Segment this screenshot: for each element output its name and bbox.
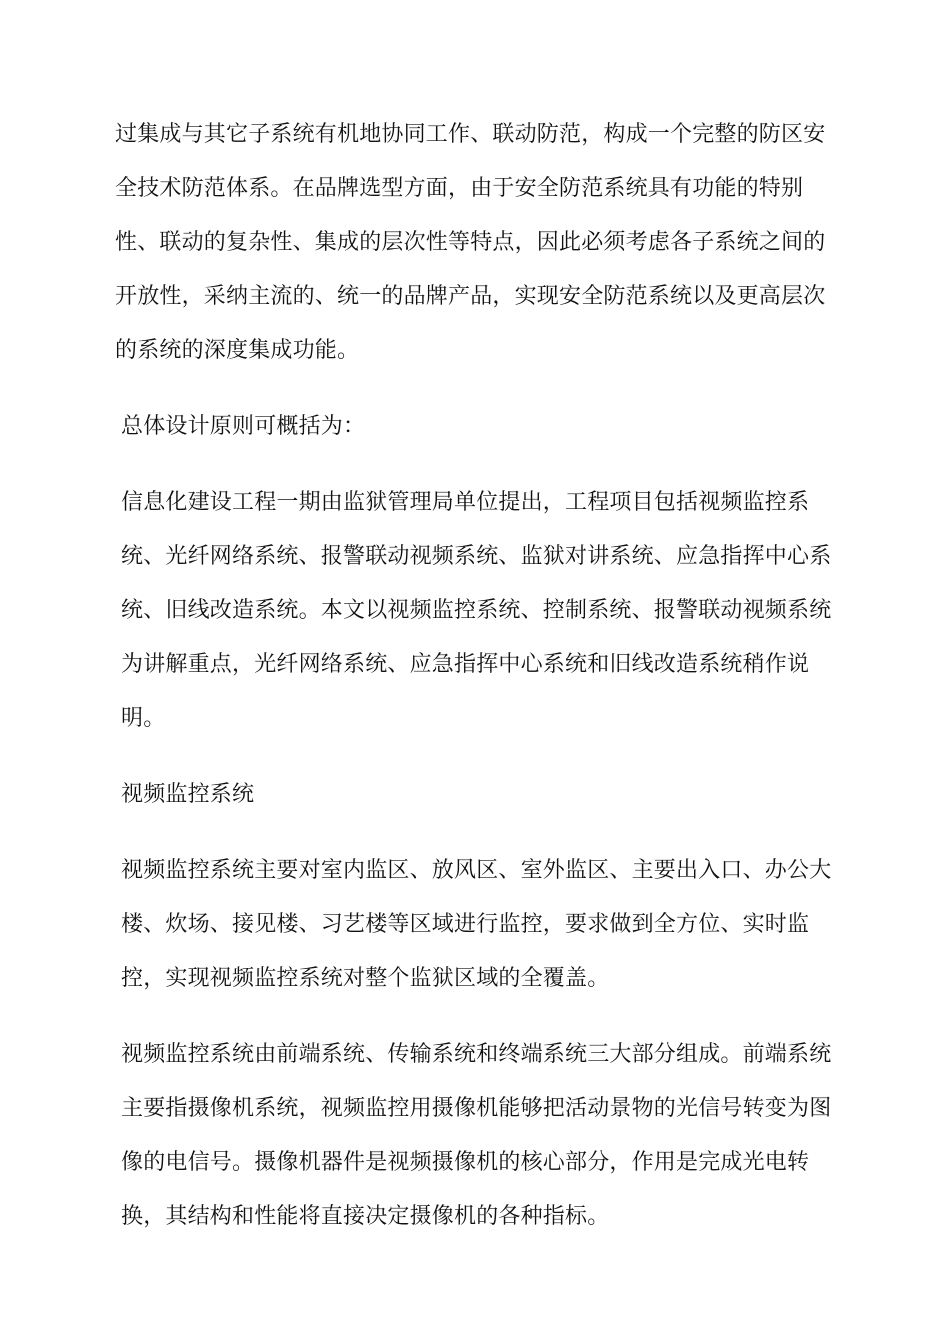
paragraph-project-scope: 信息化建设工程一期由监狱管理局单位提出，工程项目包括视频监控系统、光纤网络系统、报警联动视频系统、监狱对讲系统、应急指挥中心系统、旧线改造系统。本文以视频监控系统、控制系统、报警联动视频系统为讲解重点，光纤网络系统、应急指挥中心系统和旧线改造系统稍作说明。: [121, 490, 832, 731]
paragraph-design-principles: 总体设计原则可概括为：: [121, 414, 366, 439]
section-heading-video-surveillance: 视频监控系统: [121, 782, 255, 807]
document-body: [115, 108, 835, 1266]
paragraph-video-components: 视频监控系统由前端系统、传输系统和终端系统三大部分组成。前端系统主要指摄像机系统，视频监控用摄像机能够把活动景物的光信号转变为图像的电信号。摄像机器件是视频摄像机的核心部分，作用是完成光电转换，其结构和性能将直接决定摄像机的各种指标。: [121, 1042, 832, 1229]
paragraph-integration: 过集成与其它子系统有机地协同工作、联动防范，构成一个完整的防区安全技术防范体系。在品牌选型方面，由于安全防范系统具有功能的特别性、联动的复杂性、集成的层次性等特点，因此必须考虑各子系统之间的开放性，采纳主流的、统一的品牌产品，实现安全防范系统以及更高层次的系统的深度集成功能。: [115, 122, 826, 363]
paragraph-video-coverage: 视频监控系统主要对室内监区、放风区、室外监区、主要出入口、办公大楼、炊场、接见楼、习艺楼等区域进行监控，要求做到全方位、实时监控，实现视频监控系统对整个监狱区域的全覆盖。: [121, 858, 832, 991]
